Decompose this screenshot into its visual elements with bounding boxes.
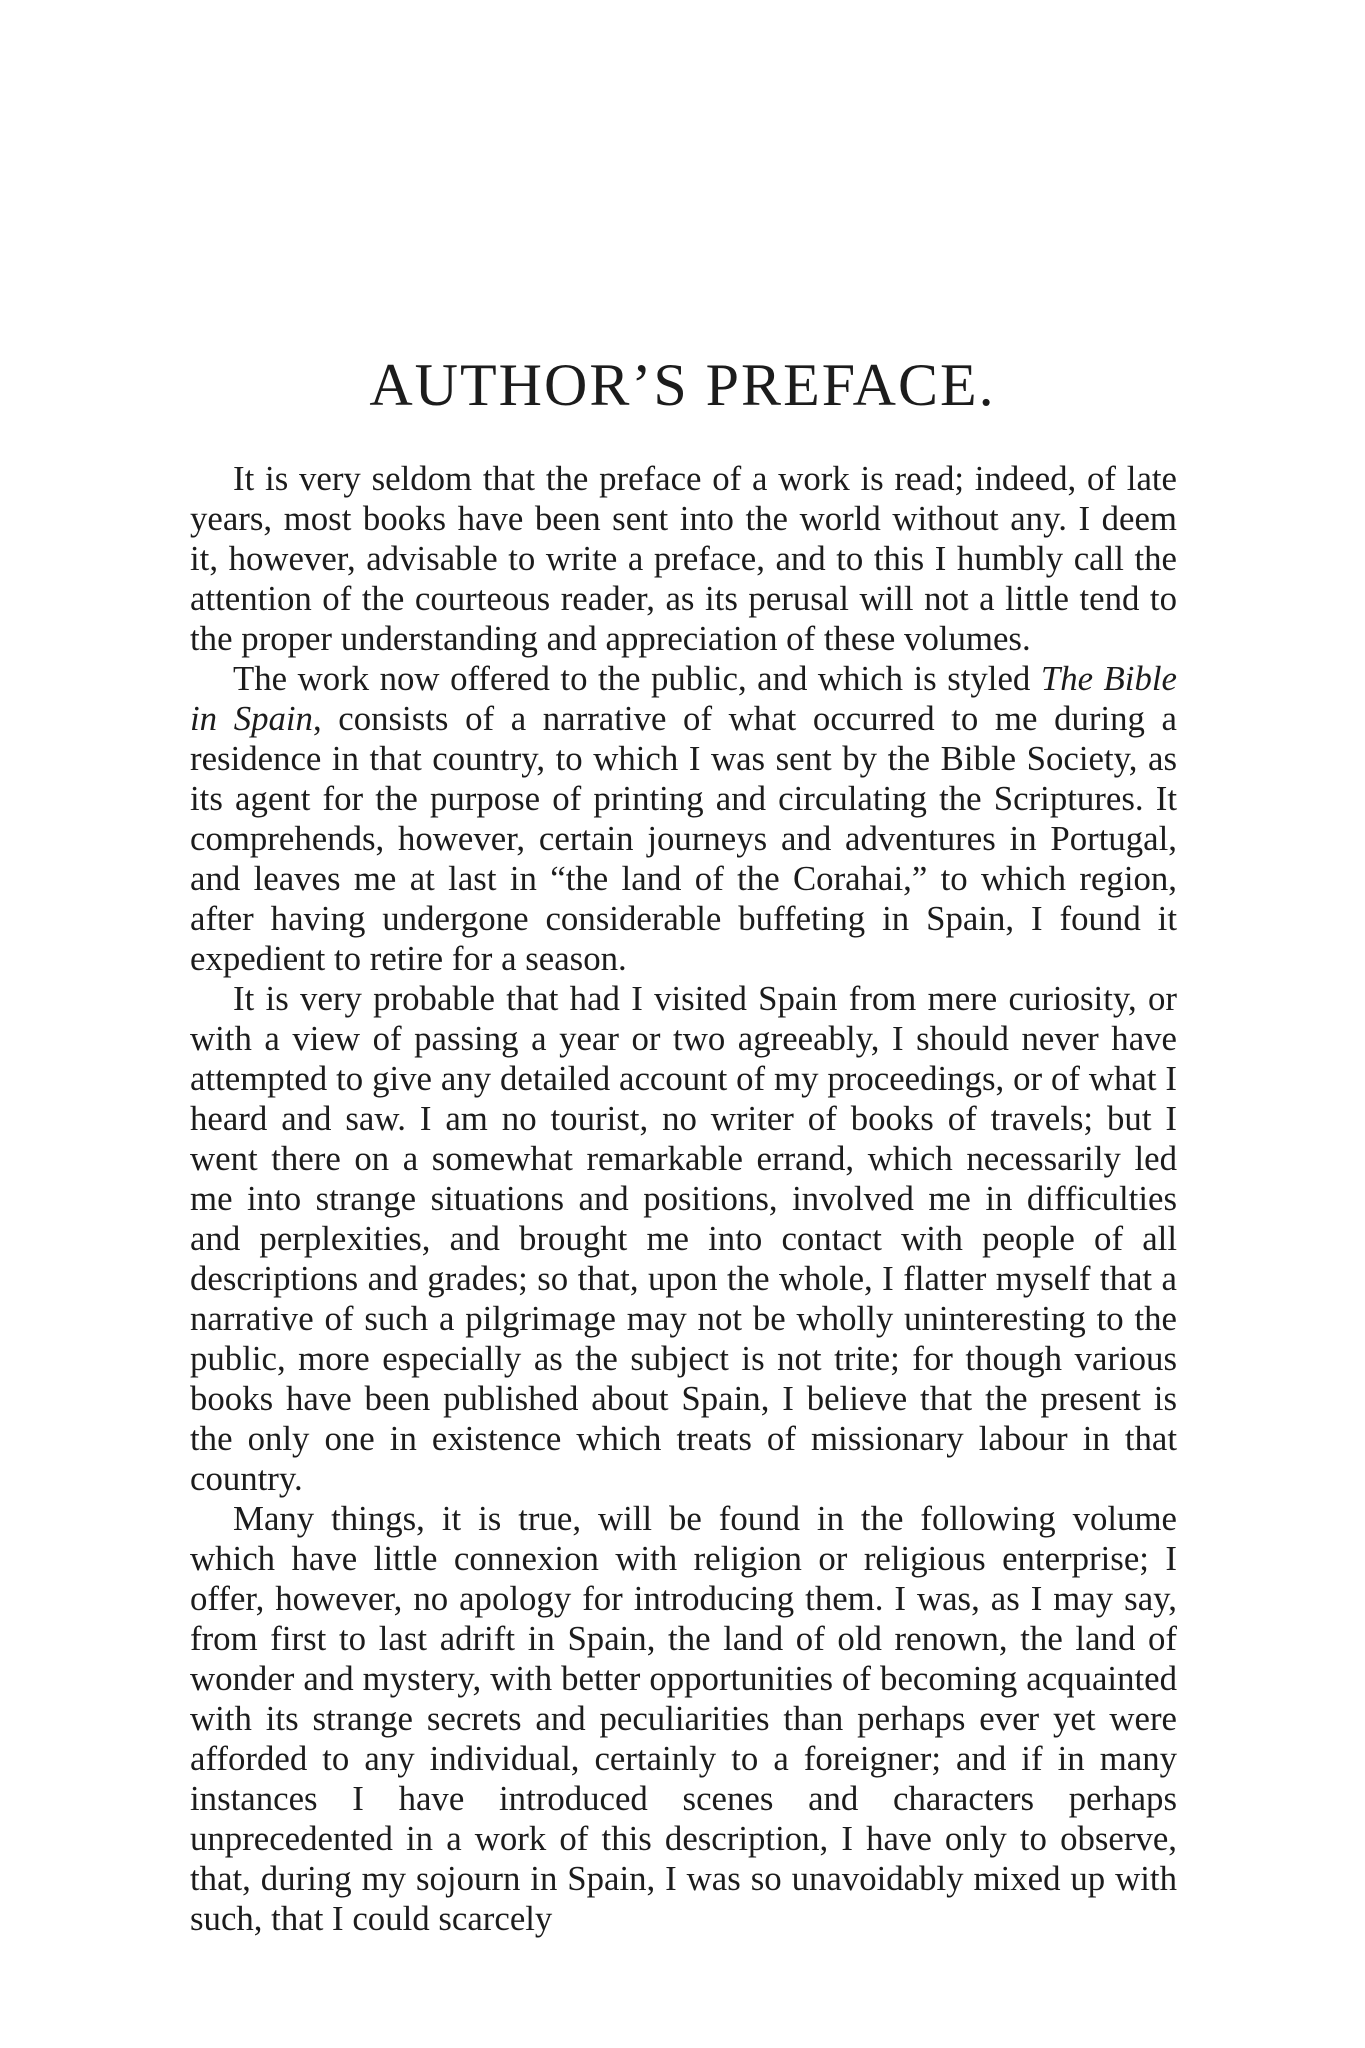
paragraph-text: The work now offered to the public, and which is styled <box>233 659 1041 698</box>
paragraph-text-continued: , consists of a narrative of what occurred to me during a residence in that country, to which I was sent by the Bible Society, as its agent for the purpose of printing and circulating the Scriptures. It comprehends, however, certain journeys and adventures in Portugal, and leaves me at last in “the land of the Corahai,” to which region, after having undergone considerable buffeting in Spain, I found it expedient to retire for a season. <box>190 699 1177 978</box>
paragraph-text: Many things, it is true, will be found in the following volume which have little connexion with religion or religious enterprise; I offer, however, no apology for introducing them. I was, as I may say, from first to last adrift in Spain, the land of old renown, the land of wonder and mystery, with better opportunities of becoming acquainted with its strange secrets and peculiarities than perhaps ever yet were afforded to any individual, certainly to a foreigner; and if in many instances I have introduced scenes and characters perhaps unprecedented in a work of this description, I have only to observe, that, during my sojourn in Spain, I was so unavoidably mixed up with such, that I could scarcely <box>190 1499 1177 1938</box>
paragraph-1 <box>190 459 1177 659</box>
page-title: AUTHOR’S PREFACE. <box>369 352 996 418</box>
preface-body <box>190 459 1177 1939</box>
book-title-italic: The Bible in Spain <box>190 659 1177 738</box>
paragraph-3 <box>190 979 1177 1499</box>
paragraph-text: It is very seldom that the preface of a work is read; indeed, of late years, most books have been sent into the world without any. I deem it, however, advisable to write a preface, and to this I humbly call the attention of the courteous reader, as its perusal will not a little tend to the proper understanding and appreciation of these volumes. <box>190 459 1177 658</box>
paragraph-text: It is very probable that had I visited Spain from mere curiosity, or with a view of passing a year or two agreeably, I should never have attempted to give any detailed account of my proceedings, or of what I heard and saw. I am no tourist, no writer of books of travels; but I went there on a somewhat remarkable errand, which necessarily led me into strange situations and positions, involved me in difficulties and perplexities, and brought me into contact with people of all descriptions and grades; so that, upon the whole, I flatter myself that a narrative of such a pilgrimage may not be wholly uninteresting to the public, more especially as the subject is not trite; for though various books have been published about Spain, I believe that the present is the only one in existence which treats of missionary labour in that country. <box>190 979 1177 1498</box>
paragraph-2 <box>190 659 1177 979</box>
paragraph-4 <box>190 1499 1177 1939</box>
